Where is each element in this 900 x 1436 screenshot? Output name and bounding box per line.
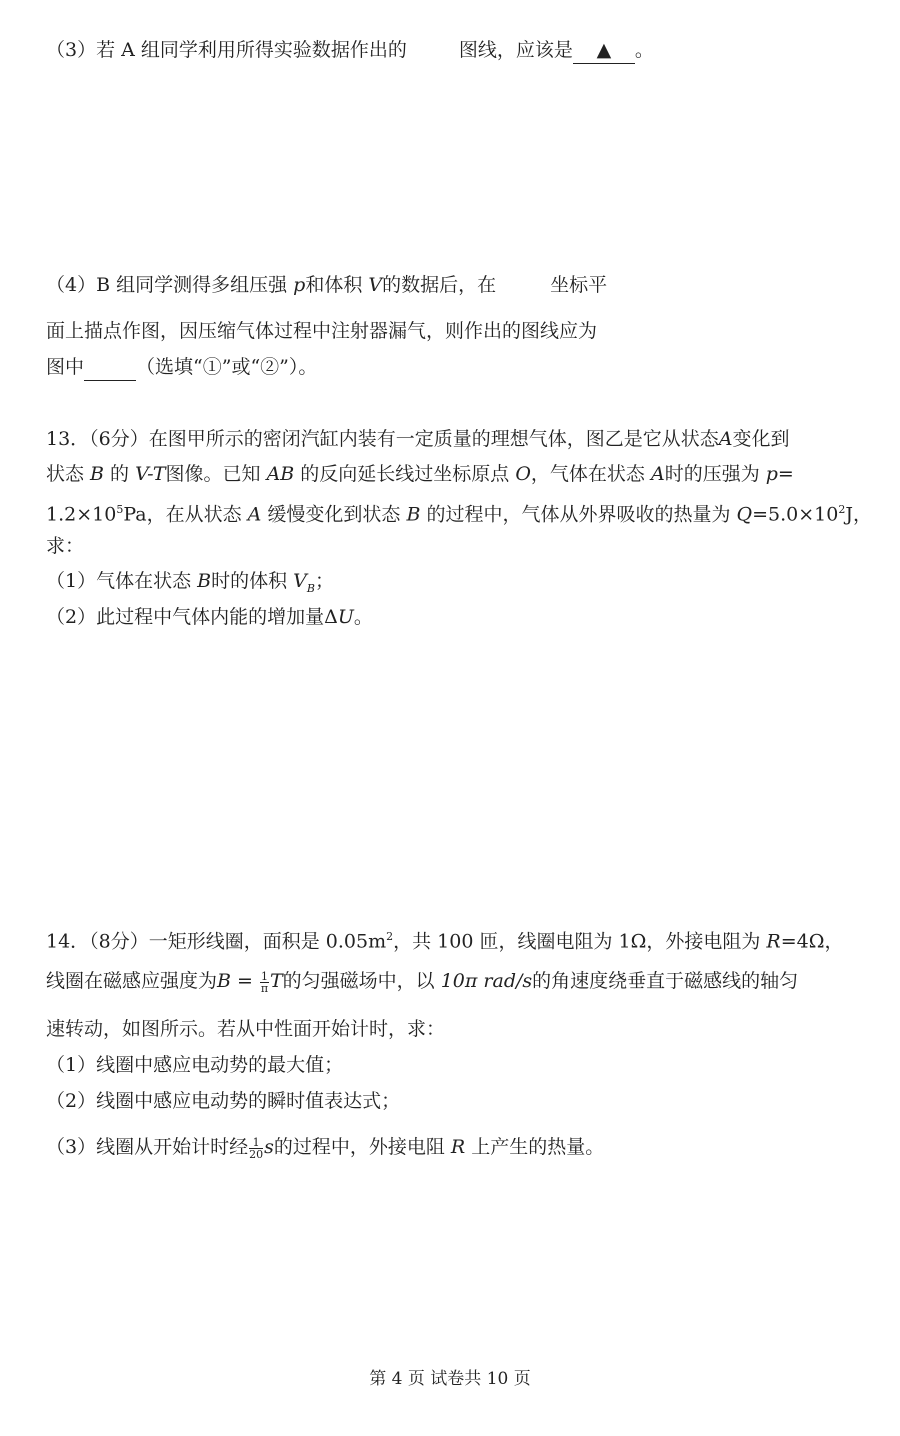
answer-blank — [84, 354, 136, 381]
fraction-1-over-20: $\frac{1}{20}$ — [249, 1135, 264, 1161]
fraction-1-over-pi: $\frac{1}{\pi}$ — [260, 969, 269, 995]
q12-part4-line3: 图中 （选填“①”或“②”）。 — [46, 354, 317, 381]
q14-sub3: （3）线圈从开始计时经 $\frac{1}{20}$ s的过程中，外接电阻 R 上产生的热量。 — [46, 1135, 605, 1161]
q14-line2: 线圈在磁感应强度为B = $\frac{1}{\pi}$ T的匀强磁场中，以 10π rad/s的角速度绕垂直于磁感线的轴匀 — [46, 969, 799, 995]
q12-part4-line1: （4）B 组同学测得多组压强 p和体积 V的数据后，在 坐标平 — [46, 274, 608, 296]
q13-line2: 状态 B 的 V-T图像。已知 AB 的反向延长线过坐标原点 O，气体在状态 A时的压强为 p= — [46, 463, 794, 485]
q14-line3: 速转动，如图所示。若从中性面开始计时，求： — [46, 1018, 446, 1040]
q14-line1: 14．（8分）一矩形线圈，面积是 $0.05m^2$，共 100 匝，线圈电阻为 1Ω，外接电阻为 R=4Ω， — [46, 930, 844, 953]
q14-sub1: （1）线圈中感应电动势的最大值； — [46, 1054, 344, 1076]
q13-line3: $1.2\times 10^5Pa$，在从状态 A 缓慢变化到状态 B 的过程中，气体从外界吸收的热量为 $Q=5.0\times 10^2J$， — [46, 503, 872, 526]
q13-line4: 求： — [46, 535, 85, 557]
q14-sub2: （2）线圈中感应电动势的瞬时值表达式； — [46, 1090, 401, 1112]
page-footer: 第 4 页 试卷共 10 页 — [369, 1369, 531, 1389]
answer-blank: ▲ — [573, 37, 635, 64]
q12-part4-line2: 面上描点作图，因压缩气体过程中注射器漏气，则作出的图线应为 — [46, 320, 598, 342]
q13-sub1: （1）气体在状态 B时的体积 $V_B$； — [46, 570, 334, 595]
q13-sub2: （2）此过程中气体内能的增加量ΔU。 — [46, 606, 373, 628]
q12-part3: （3）若 A 组同学利用所得实验数据作出的 图线，应该是 ▲ 。 — [46, 37, 654, 64]
q13-line1: 13．（6分）在图甲所示的密闭汽缸内装有一定质量的理想气体，图乙是它从状态A变化到 — [46, 428, 790, 450]
